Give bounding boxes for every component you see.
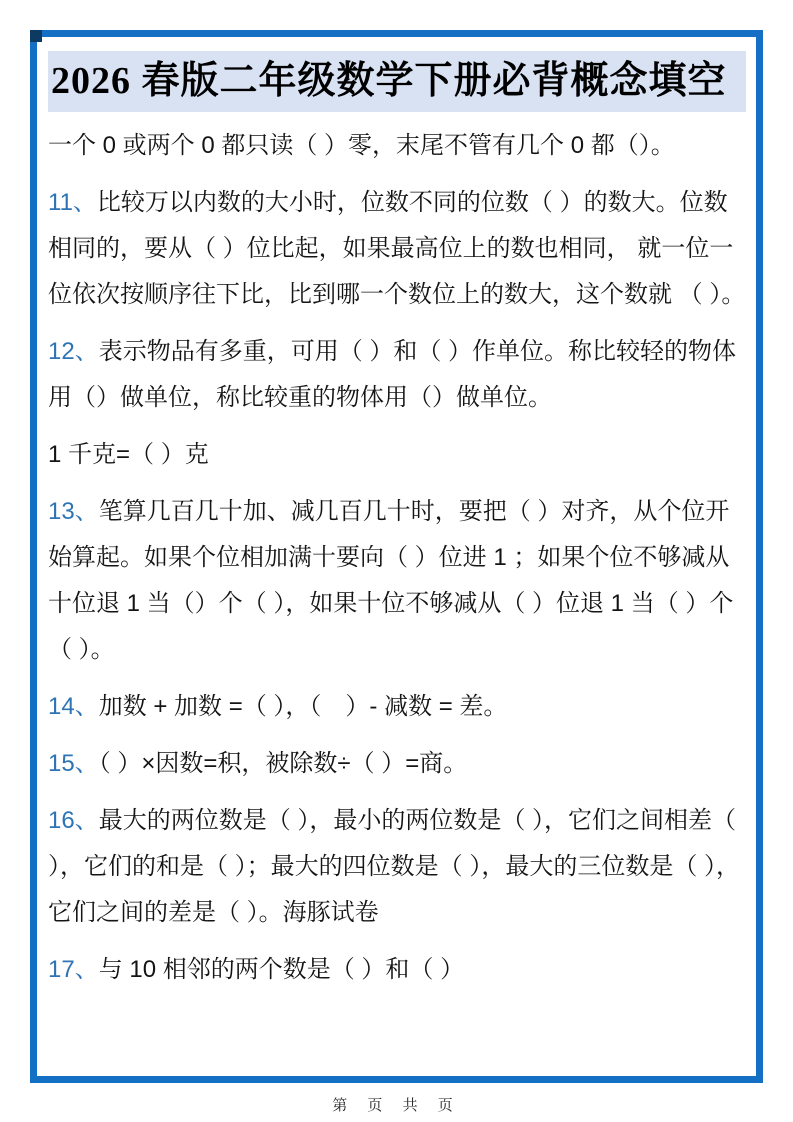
item-text: （ ）×因数=积，被除数÷（ ）=商。: [98, 750, 468, 777]
item-text: 表示物品有多重，可用（ ）和（ ）作单位。称比较轻的物体用（）做单位，称比较重的物体用（）做单位。: [48, 338, 737, 411]
item-text: 最大的两位数是（ ），最小的两位数是（ ），它们之间相差（ ），它们的和是（ ）；最大的四位数是（ ），最大的三位数是（ ），它们之间的差是（ ）。海豚试卷: [48, 807, 741, 926]
page-title: 2026 春版二年级数学下册必背概念填空: [48, 51, 746, 112]
worksheet-content: [48, 123, 746, 993]
item-text: 笔算几百几十加、减几百几十时，要把（ ）对齐，从个位开始算起。如果个位相加满十要向（ ）位进 1 ；如果个位不够减从十位退 1 当（）个（ ），如果十位不够减从（ ）位退 1 当（ ）个（ ）。: [48, 498, 734, 663]
worksheet-paragraph: [48, 432, 746, 478]
worksheet-paragraph: [48, 947, 746, 993]
worksheet-paragraph: [48, 123, 746, 169]
item-text: 比较万以内数的大小时，位数不同的位数（ ）的数大。位数相同的，要从（ ）位比起，如果最高位上的数也相同， 就一位一位依次按顺序往下比，比到哪一个数位上的数大，这个数就 （ ）。: [48, 189, 746, 308]
worksheet-paragraph: [48, 741, 746, 787]
item-number: 12、: [48, 338, 99, 365]
item-number: 11、: [48, 189, 97, 216]
worksheet-paragraph: [48, 684, 746, 730]
item-text: 一个 0 或两个 0 都只读（ ）零，末尾不管有几个 0 都（）。: [48, 132, 675, 159]
item-number: 17、: [48, 956, 99, 983]
item-text: 1 千克=（ ）克: [48, 441, 209, 468]
worksheet-paragraph: [48, 329, 746, 421]
worksheet-paragraph: [48, 489, 746, 673]
worksheet-paragraph: [48, 180, 746, 318]
item-number: 14、: [48, 693, 99, 720]
worksheet-paragraph: [48, 798, 746, 936]
page-footer: 第 页 共 页: [332, 1097, 461, 1114]
item-number: 16、: [48, 807, 99, 834]
border-corner-accent: [30, 30, 42, 42]
item-text: 加数 + 加数 =（ ），（ ）- 减数 = 差。: [98, 693, 508, 720]
item-text: 与 10 相邻的两个数是（ ）和（ ）: [98, 956, 465, 983]
item-number: 13、: [48, 498, 99, 525]
item-number: 15、: [48, 750, 99, 777]
page-border-frame: [30, 30, 763, 1083]
